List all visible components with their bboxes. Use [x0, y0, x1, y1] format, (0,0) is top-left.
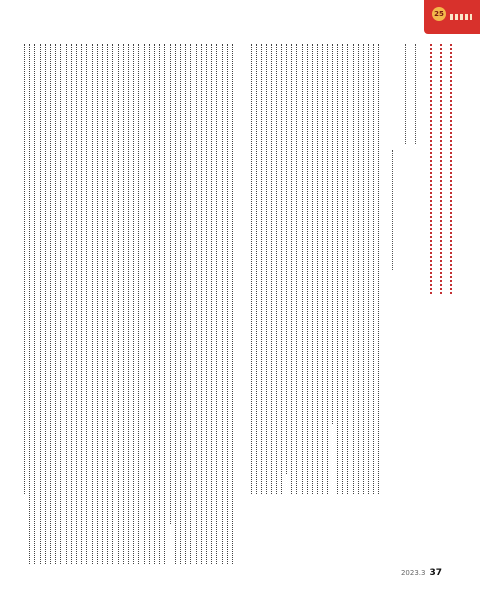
script-text-line: [40, 44, 44, 564]
issue-date: 2023.3: [400, 569, 426, 577]
script-text-line: [222, 44, 226, 564]
script-text-line: [76, 44, 80, 564]
script-text-line: [353, 44, 357, 494]
script-text-line: [175, 44, 179, 564]
script-text-line: [392, 150, 396, 270]
script-text-line: [286, 44, 290, 474]
script-text-line: [307, 44, 311, 494]
script-text-line: [327, 44, 331, 494]
title-script-line: [440, 44, 445, 294]
script-text-line: [312, 44, 316, 494]
script-text-line: [211, 44, 215, 564]
script-text-line: [107, 44, 111, 564]
script-text-line: [190, 44, 194, 564]
script-text-line: [123, 44, 127, 564]
page-number: 37: [429, 568, 442, 578]
script-text-line: [266, 44, 270, 494]
section-badge: 25: [432, 7, 446, 21]
page-footer: [401, 568, 442, 578]
script-text-line: [332, 44, 336, 424]
script-text-line: [378, 44, 382, 494]
script-text-line: [296, 44, 300, 494]
script-text-line: [97, 44, 101, 564]
script-text-line: [34, 44, 38, 564]
script-text-line: [24, 44, 28, 494]
script-text-line: [342, 44, 346, 494]
title-script-line: [430, 44, 435, 294]
script-text-line: [149, 44, 153, 564]
script-text-line: [368, 44, 372, 494]
script-text-line: [358, 44, 362, 494]
script-text-line: [373, 44, 377, 494]
script-text-line: [138, 44, 142, 564]
script-text-line: [154, 44, 158, 564]
script-text-line: [170, 44, 174, 524]
script-text-line: [201, 44, 205, 564]
script-text-line: [71, 44, 75, 564]
script-text-line: [291, 44, 295, 494]
script-text-line: [102, 44, 106, 564]
script-text-line: [405, 44, 409, 144]
script-text-line: [196, 44, 200, 564]
script-text-line: [128, 44, 132, 564]
script-text-line: [281, 44, 285, 494]
script-text-line: [251, 44, 255, 494]
script-text-line: [50, 44, 54, 564]
script-text-line: [144, 44, 148, 564]
script-text-line: [276, 44, 280, 494]
script-text-line: [232, 44, 236, 564]
script-text-line: [159, 44, 163, 564]
script-text-line: [45, 44, 49, 564]
script-text-line: [118, 44, 122, 564]
script-text-line: [337, 44, 341, 494]
script-text-line: [112, 44, 116, 564]
script-text-line: [347, 44, 351, 494]
script-text-line: [302, 44, 306, 494]
script-text-line: [256, 44, 260, 494]
script-text-line: [227, 44, 231, 564]
script-text-line: [363, 44, 367, 494]
section-label-script: [450, 14, 472, 20]
script-text-line: [206, 44, 210, 564]
script-text-line: [180, 44, 184, 564]
script-text-line: [66, 44, 70, 564]
script-text-line: [60, 44, 64, 564]
title-script-line: [450, 44, 455, 294]
script-text-line: [261, 44, 265, 494]
script-text-line: [55, 44, 59, 564]
script-text-line: [133, 44, 137, 564]
script-text-line: [216, 44, 220, 564]
script-text-line: [92, 44, 96, 564]
script-text-line: [415, 44, 419, 144]
script-text-line: [185, 44, 189, 564]
script-text-line: [81, 44, 85, 564]
script-text-line: [29, 44, 33, 564]
script-text-line: [271, 44, 275, 494]
script-text-line: [164, 44, 168, 564]
script-text-line: [317, 44, 321, 494]
script-text-line: [322, 44, 326, 494]
script-text-line: [86, 44, 90, 564]
